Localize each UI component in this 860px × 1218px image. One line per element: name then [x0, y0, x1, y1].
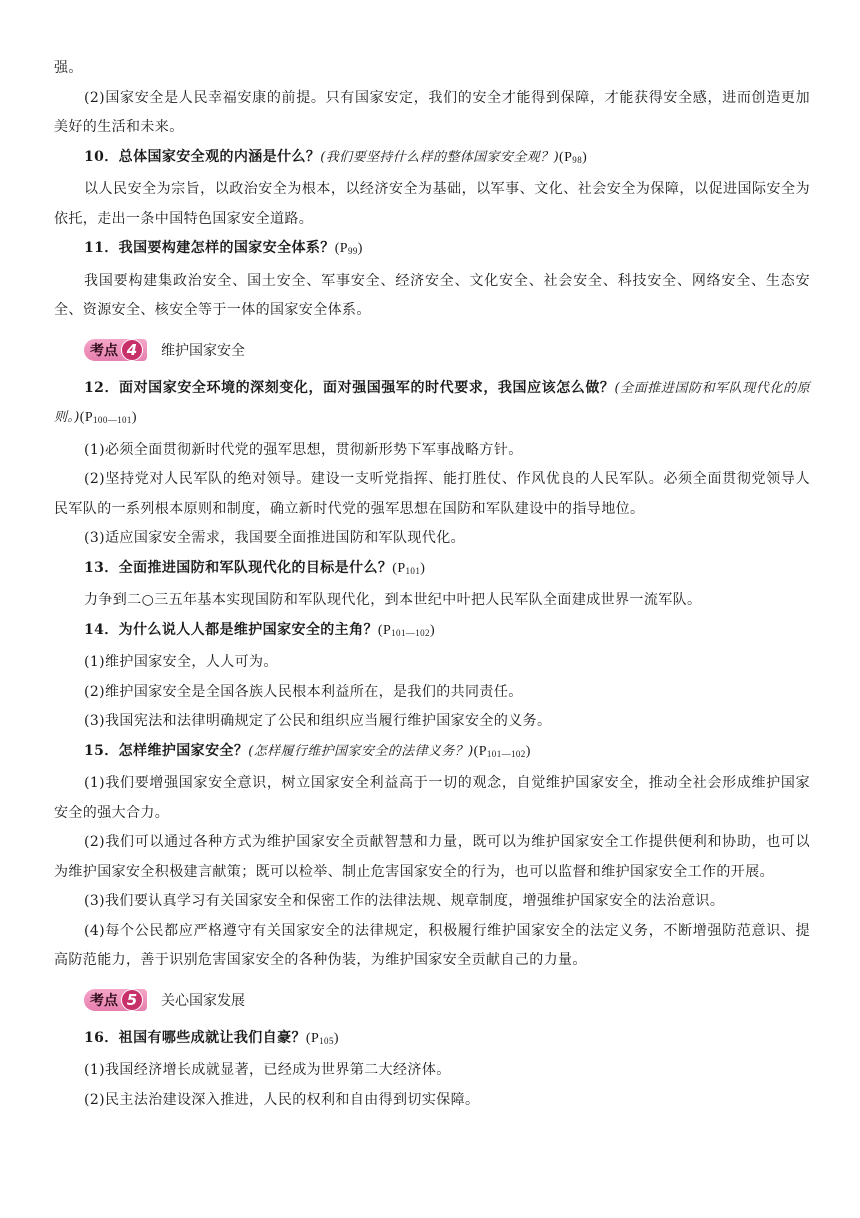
- page-reference: $(P_{101})$: [392, 560, 426, 576]
- question-text: 14．为什么说人人都是维护国家安全的主角？: [84, 621, 378, 638]
- question-heading: [54, 616, 810, 649]
- page-reference: $(P_{101—102})$: [377, 622, 436, 638]
- kaodian-badge-number: 4: [121, 339, 143, 361]
- answer-paragraph: (4)每个公民都应严格遵守有关国家安全的法律规定，积极履行维护国家安全的法定义务，不断增强防范意识、提高防范能力，善于识别危害国家安全的各种伪装，为维护国家安全贡献自己的力量。: [54, 922, 810, 968]
- page-reference: $(P_{100—101})$: [79, 410, 137, 425]
- question-heading: [54, 143, 810, 176]
- answer-paragraph: 我国要构建集政治安全、国土安全、军事安全、经济安全、文化安全、社会安全、科技安全、网络安全、生态安全、资源安全、核安全等于一体的国家安全体系。: [54, 272, 810, 318]
- answer-paragraph: (2)坚持党对人民军队的绝对领导。建设一支听党指挥、能打胜仗、作风优良的人民军队。必须全面贯彻党领导人民军队的一系列根本原则和制度，确立新时代党的强军思想在国防和军队建设中的指导地位。: [54, 471, 810, 517]
- answer-paragraph: (3)我们要认真学习有关国家安全和保密工作的法律法规、规章制度，增强维护国家安全的法治意识。: [84, 893, 725, 909]
- question-heading: [54, 737, 810, 770]
- question-text: 12．面对国家安全环境的深刻变化，面对强国强军的时代要求，我国应该怎么做？: [84, 379, 615, 396]
- answer-paragraph: (2)我们可以通过各种方式为维护国家安全贡献智慧和力量，既可以为维护国家安全工作提供便利和协助，也可以为维护国家安全积极建言献策；既可以检举、制止危害国家安全的行为，也可以监督和维护国家安全工作的开展。: [54, 834, 810, 880]
- answer-paragraph: 强。: [54, 60, 83, 76]
- answer-paragraph: (2)民主法治建设深入推进，人民的权利和自由得到切实保障。: [84, 1091, 480, 1108]
- question-note: (全面推进国防和军队现代化的原则。): [54, 380, 811, 425]
- question-heading: [54, 1024, 810, 1057]
- section-title: 维护国家安全: [161, 342, 245, 359]
- question-text: 15．怎样维护国家安全？: [84, 742, 249, 759]
- question-text: 10．总体国家安全观的内涵是什么？: [84, 148, 321, 165]
- kaodian-badge-label: 考点: [90, 992, 118, 1009]
- section-heading-kaodian-4: [84, 330, 810, 370]
- kaodian-badge: [84, 339, 147, 361]
- answer-paragraph: (1)必须全面贯彻新时代党的强军思想，贯彻新形势下军事战略方针。: [84, 441, 523, 458]
- answer-paragraph: (2)国家安全是人民幸福安康的前提。只有国家安定，我们的安全才能得到保障，才能获得安全感，进而创造更加美好的生活和未来。: [54, 89, 810, 135]
- kaodian-badge-number: 5: [121, 989, 143, 1011]
- answer-paragraph: (1)我们要增强国家安全意识，树立国家安全利益高于一切的观念，自觉维护国家安全，推动全社会形成维护国家安全的强大合力。: [54, 775, 810, 821]
- question-text: 13．全面推进国防和军队现代化的目标是什么？: [84, 559, 393, 576]
- section-title: 关心国家发展: [161, 992, 245, 1009]
- kaodian-badge-label: 考点: [90, 342, 118, 359]
- question-heading: [54, 234, 810, 267]
- document-page: [54, 54, 810, 1115]
- question-heading: [54, 374, 810, 436]
- kaodian-badge: [84, 989, 147, 1011]
- question-text: 11．我国要构建怎样的国家安全体系？: [84, 240, 335, 256]
- page-reference: $(P_{99})$: [334, 241, 363, 256]
- answer-paragraph: 以人民安全为宗旨，以政治安全为根本，以经济安全为基础，以军事、文化、社会安全为保障，以促进国际安全为依托，走出一条中国特色国家安全道路。: [54, 181, 810, 227]
- question-note: (我们要坚持什么样的整体国家安全观？): [320, 149, 560, 165]
- answer-paragraph: (2)维护国家安全是全国各族人民根本利益所在，是我们的共同责任。: [84, 683, 523, 700]
- answer-paragraph: (3)我国宪法和法律明确规定了公民和组织应当履行维护国家安全的义务。: [84, 713, 552, 729]
- page-reference: $(P_{101—102})$: [473, 743, 531, 759]
- answer-paragraph: (1)我国经济增长成就显著，已经成为世界第二大经济体。: [84, 1062, 451, 1078]
- page-reference: $(P_{105})$: [305, 1030, 339, 1046]
- section-heading-kaodian-5: [84, 980, 810, 1020]
- answer-paragraph: (3)适应国家安全需求，我国要全面推进国防和军队现代化。: [84, 530, 466, 546]
- answer-paragraph: (1)维护国家安全，人人可为。: [84, 654, 278, 670]
- question-text: 16．祖国有哪些成就让我们自豪？: [84, 1029, 306, 1046]
- page-reference: $(P_{98})$: [559, 149, 588, 165]
- question-heading: [54, 554, 810, 587]
- answer-paragraph: 力争到二○三五年基本实现国防和军队现代化，到本世纪中叶把人民军队全面建成世界一流军队。: [84, 592, 702, 608]
- question-note: (怎样履行维护国家安全的法律义务？): [248, 743, 474, 759]
